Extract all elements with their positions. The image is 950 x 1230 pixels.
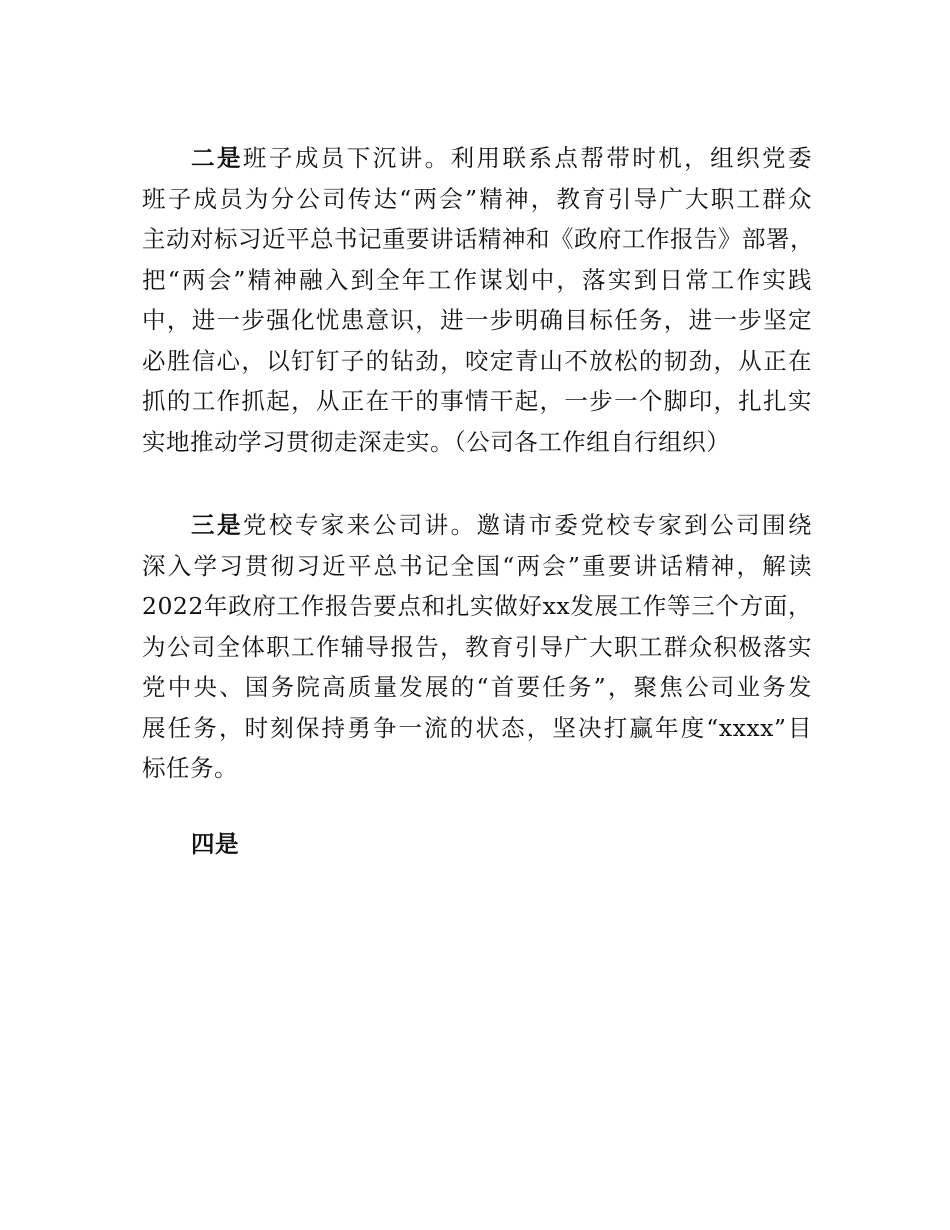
paragraph-line: 深入学习贯彻习近平总书记全国“两会”重要讲话精神，解读: [142, 551, 812, 580]
paragraph-line: 展任务，时刻保持勇争一流的状态，坚决打赢年度“xxxx”目: [142, 713, 812, 742]
paragraph-line: 三是党校专家来公司讲。邀请市委党校专家到公司围绕: [191, 511, 813, 539]
paragraph-line: 班子成员为分公司传达“两会”精神，教育引导广大职工群众: [142, 184, 812, 213]
paragraph-lead: 三是: [191, 511, 243, 539]
paragraph-line: 抓的工作抓起，从正在干的事情干起，一步一个脚印，扎扎实: [142, 387, 812, 415]
paragraph-3: [142, 505, 812, 789]
paragraph-line: 标任务。: [142, 754, 238, 782]
paragraph-line: 必胜信心，以钉钉子的钻劲，咬定青山不放松的韧劲，从正在: [142, 346, 812, 375]
paragraph-line: 二是班子成员下沉讲。利用联系点帮带时机，组织党委: [191, 144, 813, 172]
paragraph-line: 党中央、国务院高质量发展的“首要任务”，聚焦公司业务发: [142, 673, 812, 701]
paragraph-lead: 四是: [191, 830, 239, 858]
paragraph-line: 实地推动学习贯彻走深走实。（公司各工作组自行组织）: [142, 427, 731, 456]
paragraph-line: 为公司全体职工作辅导报告，教育引导广大职工群众积极落实: [142, 632, 812, 661]
paragraph-line: 主动对标习近平总书记重要讲话精神和《政府工作报告》部署，: [142, 225, 814, 253]
paragraph-line: 中，进一步强化忧患意识，进一步明确目标任务，进一步坚定: [142, 306, 812, 334]
paragraph-line: 2022年政府工作报告要点和扎实做好xx发展工作等三个方面，: [142, 592, 812, 620]
paragraph-2: [142, 138, 812, 462]
paragraph-line: 把“两会”精神融入到全年工作谋划中，落实到日常工作实践: [142, 265, 812, 294]
paragraph-line: [142, 824, 812, 865]
paragraph-lead: 二是: [191, 144, 243, 172]
paragraph-4: [142, 824, 812, 865]
